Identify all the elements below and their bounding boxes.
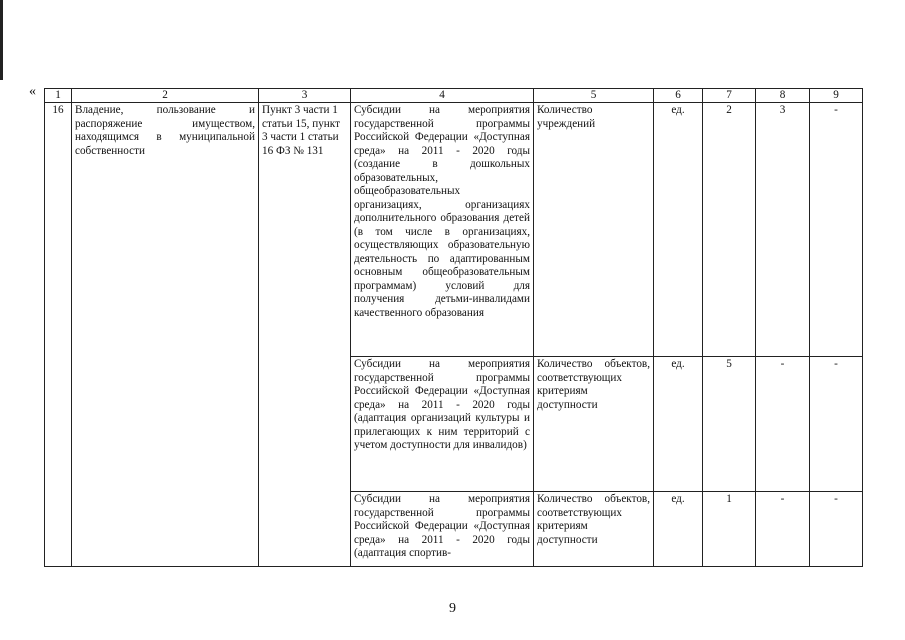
unit-cell: ед. bbox=[654, 357, 703, 492]
header-col-3: 3 bbox=[259, 89, 351, 103]
header-row bbox=[45, 89, 863, 103]
row-number-cell: 16 bbox=[45, 103, 72, 567]
unit-cell: ед. bbox=[654, 103, 703, 357]
opening-quote: « bbox=[29, 84, 36, 99]
legal-basis-cell: Пункт 3 части 1 статьи 15, пункт 3 части 1 статьи 16 ФЗ № 131 bbox=[259, 103, 351, 567]
header-col-1: 1 bbox=[45, 89, 72, 103]
scan-edge-mark bbox=[0, 0, 3, 80]
activity-cell: Владение, пользование и распоряжение имуществом, находящимся в муниципальной собственности bbox=[72, 103, 259, 567]
col7-cell: 1 bbox=[703, 492, 756, 567]
description-cell: Субсидии на мероприятия государственной программы Российской Федерации «Доступная среда» на 2011 - 2020 годы (адаптация организаций культуры и прилегающих к ним территорий с учетом доступности для инвалидов) bbox=[351, 357, 534, 492]
header-col-9: 9 bbox=[810, 89, 863, 103]
header-col-4: 4 bbox=[351, 89, 534, 103]
description-cell: Субсидии на мероприятия государственной программы Российской Федерации «Доступная среда» на 2011 - 2020 годы (адаптация спортив- bbox=[351, 492, 534, 567]
col9-cell: - bbox=[810, 492, 863, 567]
col9-cell: - bbox=[810, 103, 863, 357]
indicator-cell: Количество учреждений bbox=[534, 103, 654, 357]
header-col-7: 7 bbox=[703, 89, 756, 103]
col7-cell: 2 bbox=[703, 103, 756, 357]
subsidy-table bbox=[44, 88, 863, 567]
col8-cell: 3 bbox=[756, 103, 810, 357]
header-col-5: 5 bbox=[534, 89, 654, 103]
header-col-8: 8 bbox=[756, 89, 810, 103]
page-number: 9 bbox=[449, 601, 456, 616]
col8-cell: - bbox=[756, 492, 810, 567]
description-cell: Субсидии на мероприятия государственной программы Российской Федерации «Доступная среда» на 2011 - 2020 годы (создание в дошкольных образовательных, общеобразовательных организациях, организациях дополнительного образования детей (в том числе в организациях, осуществляющих образовательную деятельность по адаптированным основным общеобразовательным программам) условий для получения детьми-инвалидами качественного образования bbox=[351, 103, 534, 357]
indicator-cell: Количество объектов, соответствующих критериям доступности bbox=[534, 357, 654, 492]
unit-cell: ед. bbox=[654, 492, 703, 567]
header-col-6: 6 bbox=[654, 89, 703, 103]
table-row bbox=[45, 103, 863, 357]
col9-cell: - bbox=[810, 357, 863, 492]
col7-cell: 5 bbox=[703, 357, 756, 492]
indicator-cell: Количество объектов, соответствующих критериям доступности bbox=[534, 492, 654, 567]
col8-cell: - bbox=[756, 357, 810, 492]
header-col-2: 2 bbox=[72, 89, 259, 103]
